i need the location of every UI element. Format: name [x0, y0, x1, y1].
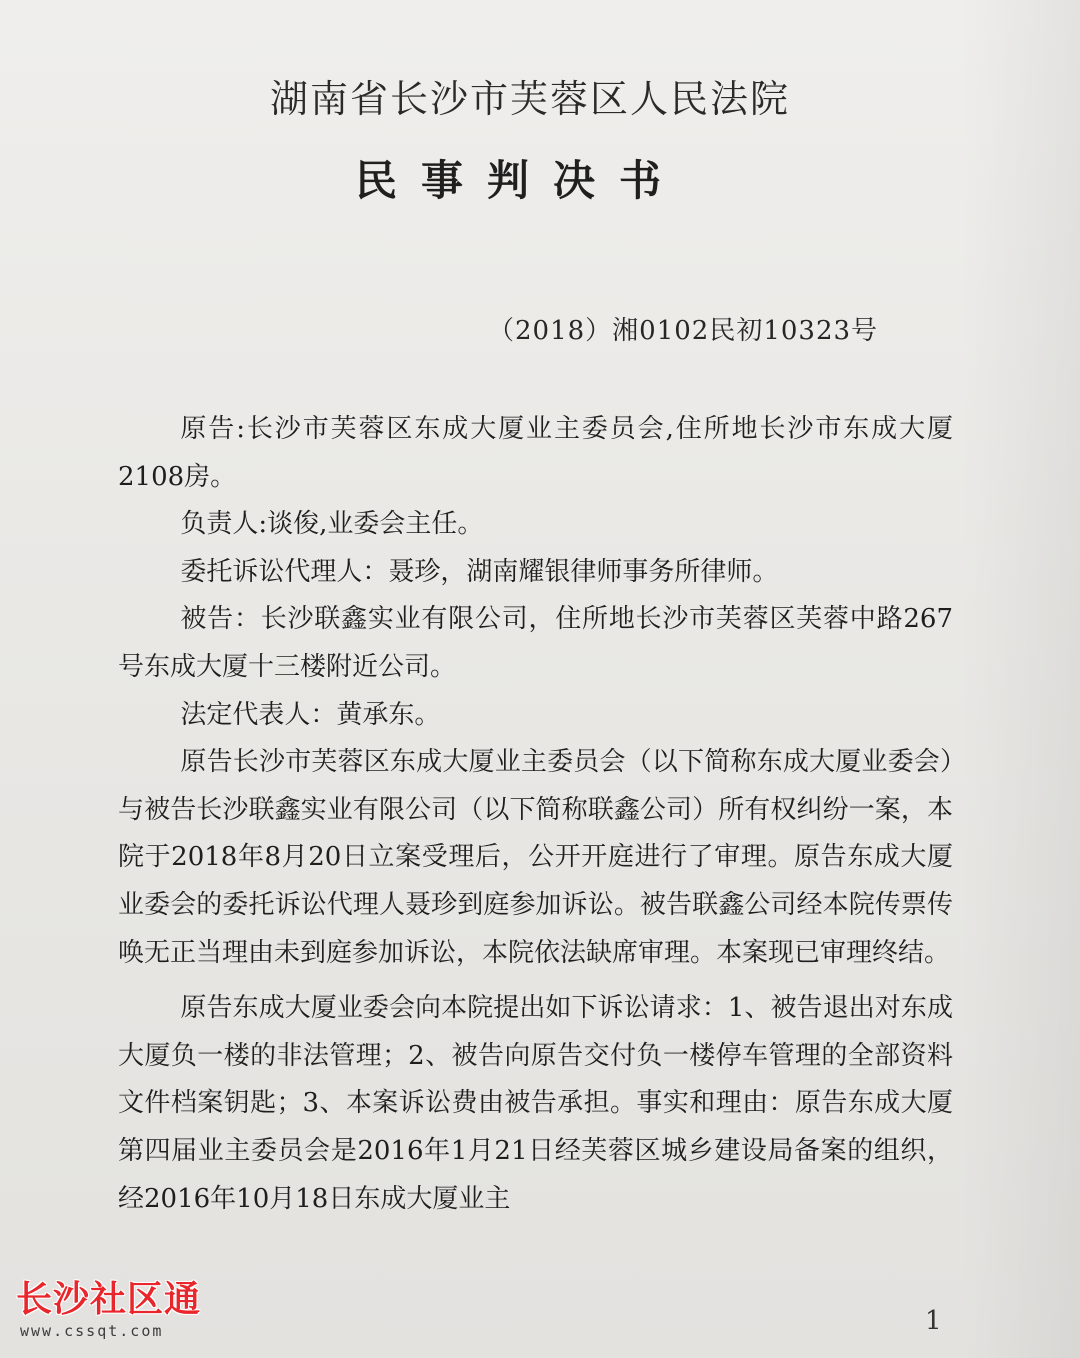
judgment-body: [118, 406, 953, 1223]
site-watermark: [16, 1280, 236, 1340]
plaintiff-agent: 委托诉讼代理人：聂珍，湖南耀银律师事务所律师。: [180, 556, 779, 587]
defendant-paragraph: 被告：长沙联鑫实业有限公司，住所地长沙市芙蓉区芙蓉中路267号东成大厦十三楼附近公司。: [118, 604, 953, 682]
court-name-heading: 湖南省长沙市芙蓉区人民法院: [269, 77, 790, 121]
page-number: 1: [925, 1306, 942, 1336]
document-type-heading: 民事判决书: [354, 156, 685, 205]
plaintiff-paragraph: 原告:长沙市芙蓉区东成大厦业主委员会,住所地长沙市东成大厦2108房。: [118, 414, 953, 492]
watermark-site-url: www.cssqt.com: [20, 1322, 164, 1340]
plaintiff-representative: 负责人:谈俊,业委会主任。: [180, 509, 484, 540]
defendant-legal-representative: 法定代表人：黄承东。: [180, 699, 441, 730]
claims-paragraph: 原告东成大厦业委会向本院提出如下诉讼请求：1、被告退出对东成大厦负一楼的非法管理；2、被告向原告交付负一楼停车管理的全部资料文件档案钥匙；3、本案诉讼费由被告承担。事实和理由：原告东成大厦第四届业主委员会是2016年1月21日经芙蓉区城乡建设局备案的组织，经2016年10月18日东成大厦业主: [118, 993, 953, 1214]
case-number: （2018）湘0102民初10323号: [488, 316, 879, 346]
watermark-site-name: 长沙社区通: [16, 1279, 202, 1320]
case-summary-paragraph: 原告长沙市芙蓉区东成大厦业主委员会（以下简称东成大厦业委会）与被告长沙联鑫实业有限公司（以下简称联鑫公司）所有权纠纷一案，本院于2018年8月20日立案受理后，公开开庭进行了审理。原告东成大厦业委会的委托诉讼代理人聂珍到庭参加诉讼。被告联鑫公司经本院传票传唤无正当理由未到庭参加诉讼，本院依法缺席审理。本案现已审理终结。: [118, 747, 953, 968]
